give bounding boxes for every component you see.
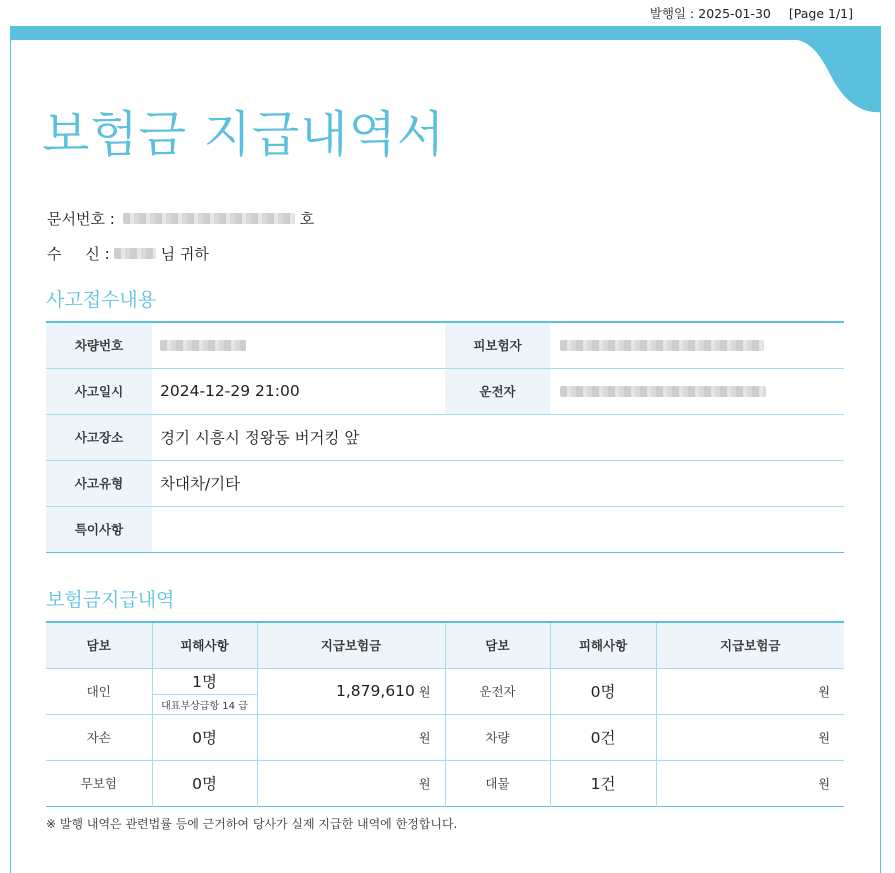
amount-cell: [656, 760, 844, 806]
recipient-suffix: 님 귀하: [160, 245, 209, 263]
document-number-suffix: 호: [299, 210, 315, 228]
currency-label: 원: [418, 777, 431, 791]
damage-cell: 1건: [550, 760, 656, 806]
document-number-row: [47, 208, 314, 229]
header-damage-left: 피해사항: [152, 622, 257, 668]
amount-cell: [656, 714, 844, 760]
payment-section-title: 보험금지급내역: [46, 589, 175, 611]
redacted-document-number: [123, 213, 295, 224]
header-coverage-left: 담보: [46, 622, 152, 668]
vehicle-number-value: [152, 322, 445, 368]
amount-cell: [257, 714, 445, 760]
currency-label: 원: [818, 685, 830, 699]
document-title: 보험금 지급내역서: [42, 106, 446, 163]
table-row: [46, 414, 844, 460]
redacted-insured: [560, 340, 764, 351]
header-band: [10, 26, 881, 40]
damage-cell: 0명: [152, 714, 257, 760]
table-row: [46, 506, 844, 552]
injury-grade-note: 대표부상급항 14 급: [153, 694, 257, 714]
header-damage-right: 피해사항: [550, 622, 656, 668]
amount-cell: [656, 668, 844, 714]
table-row: [46, 668, 844, 714]
damage-cell: 0명: [152, 760, 257, 806]
header-coverage-right: 담보: [445, 622, 550, 668]
issue-date: 발행일 : 2025-01-30: [649, 6, 771, 21]
location-label: 사고장소: [46, 414, 152, 460]
accident-type-label: 사고유형: [46, 460, 152, 506]
table-header-row: [46, 622, 844, 668]
table-row: [46, 368, 844, 414]
redacted-vehicle-number: [160, 340, 246, 351]
insured-value: [550, 322, 844, 368]
coverage-cell: 차량: [445, 714, 550, 760]
payment-details-table: [46, 621, 844, 807]
document-number-label: 문서번호 :: [47, 210, 115, 228]
header-wave-decoration: [791, 26, 881, 116]
accident-datetime-label: 사고일시: [46, 368, 152, 414]
coverage-cell: 무보험: [80, 776, 117, 791]
remarks-value: [152, 506, 844, 552]
driver-value: [550, 368, 844, 414]
accident-datetime-value: 2024-12-29 21:00: [152, 368, 445, 414]
redacted-recipient-name: [114, 248, 156, 259]
damage-cell: 0건: [550, 714, 656, 760]
issue-info: [650, 4, 853, 22]
accident-type-value: 차대차/기타: [152, 460, 844, 506]
currency-label: 원: [418, 685, 431, 699]
damage-cell: 0명: [550, 668, 656, 714]
header-amount-right: 지급보험금: [656, 622, 844, 668]
redacted-driver: [560, 386, 766, 397]
coverage-cell: 자손: [46, 714, 152, 760]
table-row: [46, 760, 844, 806]
driver-label: 운전자: [445, 368, 550, 414]
coverage-cell: 운전자: [445, 668, 550, 714]
amount-value: 1,879,610: [336, 682, 415, 700]
coverage-cell: 대인: [46, 668, 152, 714]
recipient-row: [47, 243, 209, 264]
table-row: [46, 714, 844, 760]
amount-cell: [257, 760, 445, 806]
table-row: [46, 322, 844, 368]
coverage-cell: 대물: [445, 760, 550, 806]
damage-cell: [152, 668, 257, 714]
damage-count: 1명: [192, 673, 217, 691]
currency-label: 원: [818, 731, 830, 745]
vehicle-number-label: 차량번호: [46, 322, 152, 368]
header-amount-left: 지급보험금: [257, 622, 445, 668]
page-indicator: [Page 1/1]: [788, 6, 853, 21]
recipient-label: 수 신 :: [47, 245, 110, 263]
insured-label: 피보험자: [445, 322, 550, 368]
currency-label: 원: [418, 731, 431, 745]
accident-details-table: [46, 321, 844, 553]
accident-section-title: 사고접수내용: [46, 289, 157, 311]
currency-label: 원: [818, 777, 830, 791]
table-row: [46, 460, 844, 506]
location-value: 경기 시흥시 정왕동 버거킹 앞: [152, 414, 844, 460]
footnote: ※ 발행 내역은 관련법률 등에 근거하여 당사가 실제 지급한 내역에 한정합니다.: [46, 817, 458, 831]
amount-cell: [257, 668, 445, 714]
remarks-label: 특이사항: [46, 506, 152, 552]
